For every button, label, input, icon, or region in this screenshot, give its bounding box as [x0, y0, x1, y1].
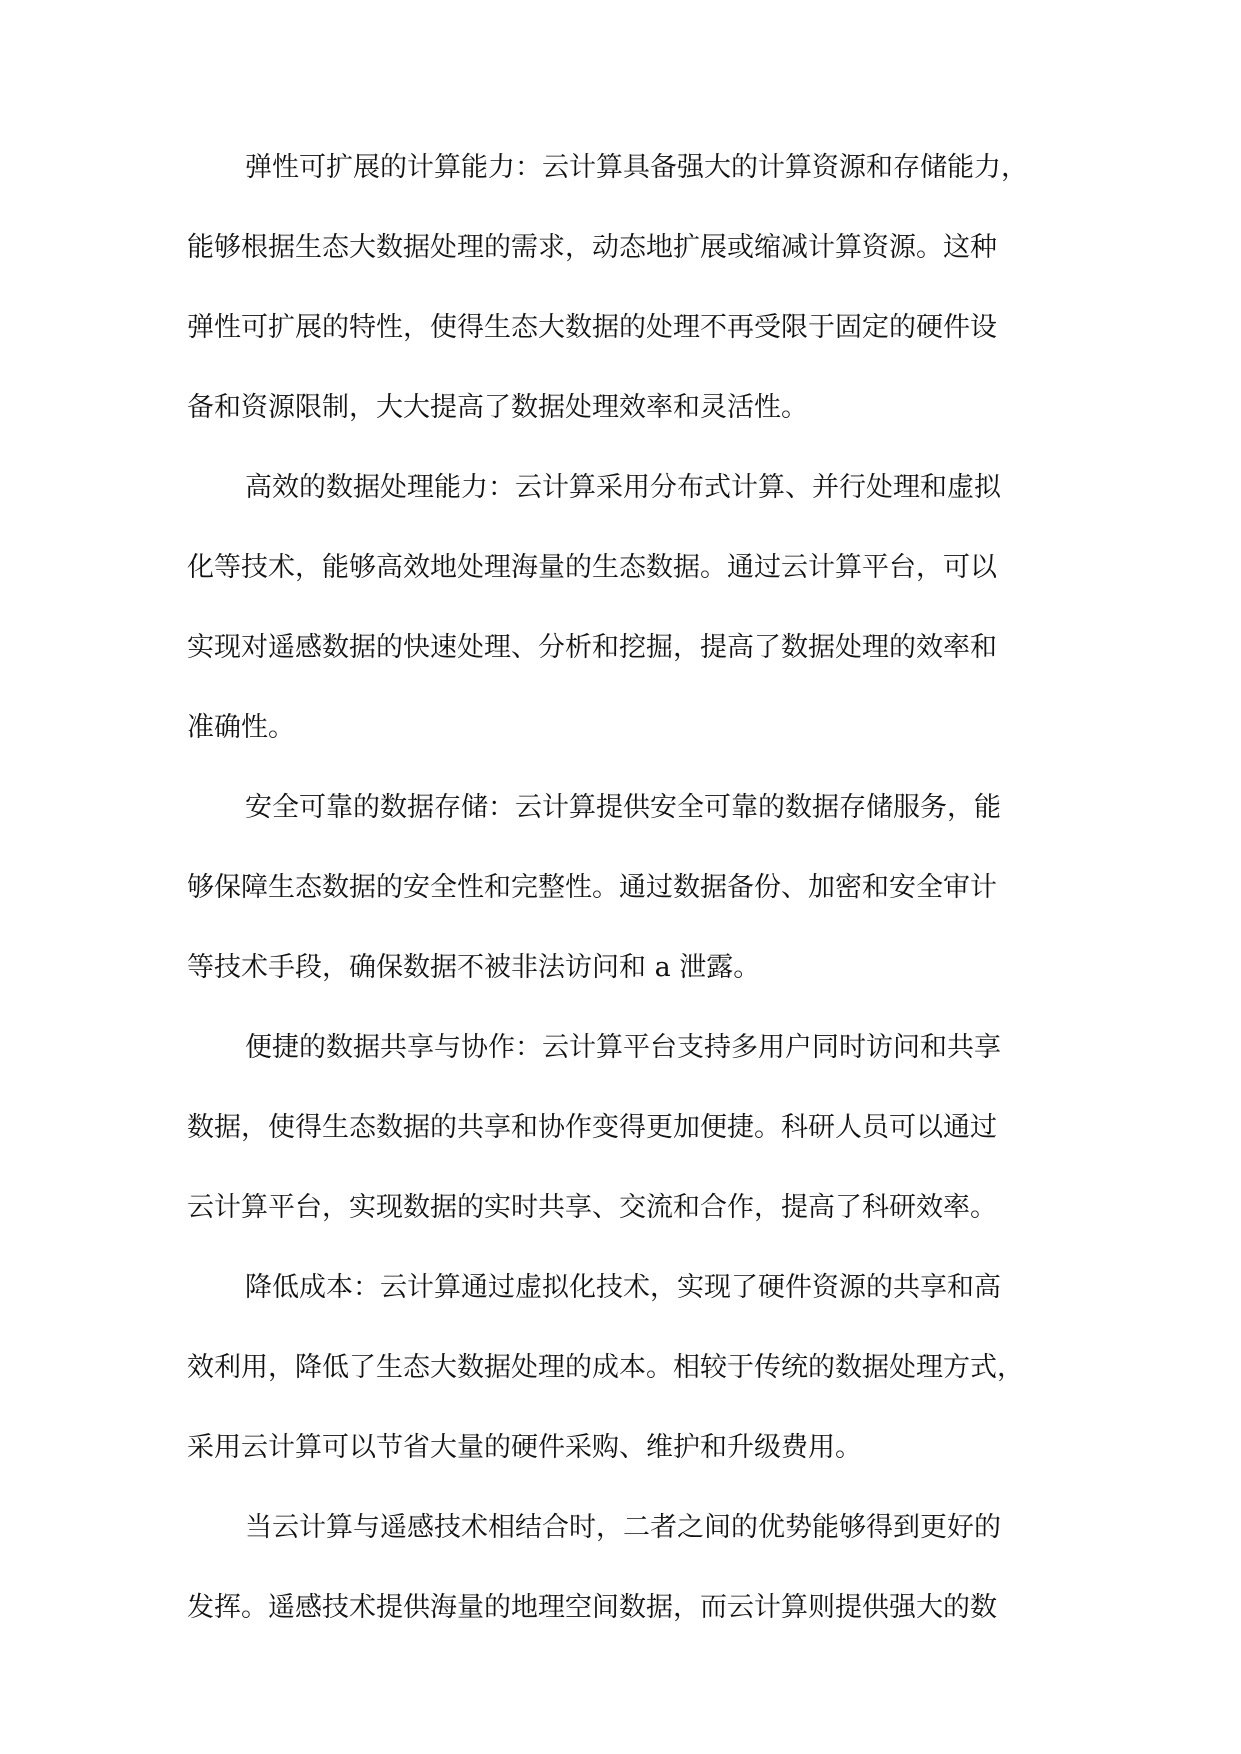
text-line: 备和资源限制，大大提高了数据处理效率和灵活性。: [187, 392, 808, 423]
text-line: 数据，使得生态数据的共享和协作变得更加便捷。科研人员可以通过: [187, 1112, 997, 1143]
text-line: 效利用，降低了生态大数据处理的成本。相较于传统的数据处理方式，: [187, 1352, 1024, 1383]
text-line: 高效的数据处理能力：云计算采用分布式计算、并行处理和虚拟: [245, 472, 1001, 503]
text-line: 当云计算与遥感技术相结合时，二者之间的优势能够得到更好的: [245, 1512, 1001, 1543]
text-line: 能够根据生态大数据处理的需求，动态地扩展或缩减计算资源。这种: [187, 232, 997, 263]
text-line: 实现对遥感数据的快速处理、分析和挖掘，提高了数据处理的效率和: [187, 632, 997, 663]
text-line: 安全可靠的数据存储：云计算提供安全可靠的数据存储服务，能: [245, 792, 1001, 823]
text-line: 采用云计算可以节省大量的硬件采购、维护和升级费用。: [187, 1432, 862, 1463]
text-line: 等技术手段，确保数据不被非法访问和 a 泄露。: [187, 952, 761, 983]
text-line: 云计算平台，实现数据的实时共享、交流和合作，提高了科研效率。: [187, 1192, 997, 1223]
text-line: 弹性可扩展的计算能力：云计算具备强大的计算资源和存储能力，: [245, 152, 1028, 183]
text-line: 准确性。: [187, 712, 295, 743]
text-line: 发挥。遥感技术提供海量的地理空间数据，而云计算则提供强大的数: [187, 1592, 997, 1623]
text-line: 化等技术，能够高效地处理海量的生态数据。通过云计算平台，可以: [187, 552, 997, 583]
text-line: 降低成本：云计算通过虚拟化技术，实现了硬件资源的共享和高: [245, 1272, 1001, 1303]
body-text: [187, 148, 1067, 1668]
text-line: 弹性可扩展的特性，使得生态大数据的处理不再受限于固定的硬件设: [187, 312, 997, 343]
text-line: 便捷的数据共享与协作：云计算平台支持多用户同时访问和共享: [245, 1032, 1001, 1063]
text-line: 够保障生态数据的安全性和完整性。通过数据备份、加密和安全审计: [187, 872, 997, 903]
